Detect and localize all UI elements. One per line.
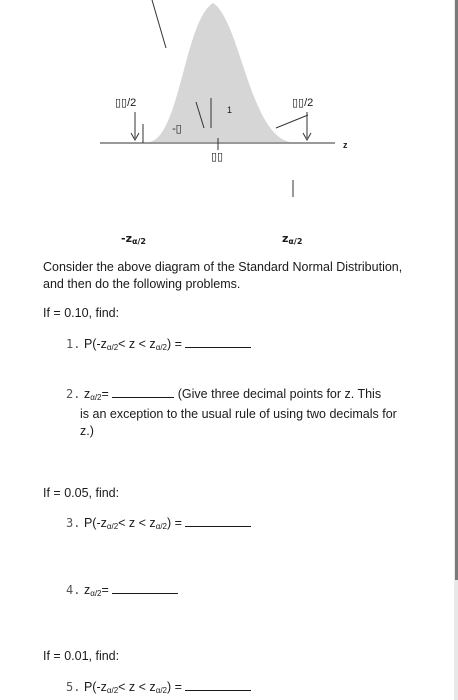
answer-blank-3[interactable] [185, 515, 251, 527]
question-2-number: 2. [66, 387, 81, 401]
bell-curve-fill [150, 3, 290, 142]
intro-line-2: and then do the following problems. [43, 277, 241, 291]
q2-prefix: z [83, 387, 91, 401]
q1-sub: α/2 [106, 343, 119, 352]
center-label: ▯▯ [211, 151, 224, 163]
question-1 [66, 336, 251, 356]
question-4-number: 4. [66, 583, 81, 597]
q2-note-3: z.) [80, 424, 94, 438]
q2-sub: α/2 [90, 393, 102, 402]
q3-sub: α/2 [106, 522, 119, 531]
q5-suffix: ) = [166, 680, 182, 694]
answer-blank-5[interactable] [185, 679, 251, 691]
q1-mid: < z < z [118, 337, 156, 351]
q5-sub2: α/2 [155, 686, 167, 695]
q3-prefix: P(-z [83, 516, 107, 530]
question-1-number: 1. [66, 337, 81, 351]
question-5-number: 5. [66, 680, 81, 694]
q4-eq: = [101, 583, 109, 597]
q3-mid: < z < z [118, 516, 156, 530]
question-4 [66, 582, 178, 602]
question-3 [66, 515, 251, 535]
q4-sub: α/2 [90, 589, 102, 598]
neg-z-alpha-label: -zα/2 [121, 232, 146, 246]
question-3-number: 3. [66, 516, 81, 530]
section-2-heading: If = 0.05, find: [43, 486, 120, 500]
q1-suffix: ) = [166, 337, 182, 351]
q4-prefix: z [83, 583, 91, 597]
q1-prefix: P(-z [83, 337, 107, 351]
q2-eq: = [101, 387, 109, 401]
q2-note-2: is an exception to the usual rule of using two decimals for [80, 407, 397, 421]
area-one-label: 1 [227, 105, 233, 115]
intro-text [43, 259, 402, 293]
question-5 [66, 679, 251, 699]
section-1-heading: If = 0.10, find: [43, 306, 120, 320]
pointer-line-top [152, 0, 166, 48]
intro-line-1: Consider the above diagram of the Standard Normal Distribution, [43, 260, 403, 274]
q1-sub2: α/2 [155, 343, 167, 352]
question-2 [66, 386, 436, 440]
minus-label: -▯ [172, 123, 182, 135]
z-axis-label: z [343, 140, 348, 150]
answer-blank-1[interactable] [185, 336, 251, 348]
alpha-right-label: ▯▯/2 [292, 97, 314, 109]
answer-blank-4[interactable] [112, 582, 178, 594]
answer-blank-2[interactable] [112, 386, 174, 398]
normal-distribution-diagram [0, 0, 458, 250]
q2-note-1: (Give three decimal points for z. This [177, 387, 382, 401]
q5-sub: α/2 [106, 686, 119, 695]
section-3-heading: If = 0.01, find: [43, 649, 120, 663]
q5-mid: < z < z [118, 680, 156, 694]
right-slash [276, 115, 308, 128]
q3-sub2: α/2 [155, 522, 167, 531]
pos-z-alpha-label: zα/2 [282, 232, 303, 246]
q5-prefix: P(-z [83, 680, 107, 694]
alpha-left-label: ▯▯/2 [115, 97, 137, 109]
q3-suffix: ) = [166, 516, 182, 530]
